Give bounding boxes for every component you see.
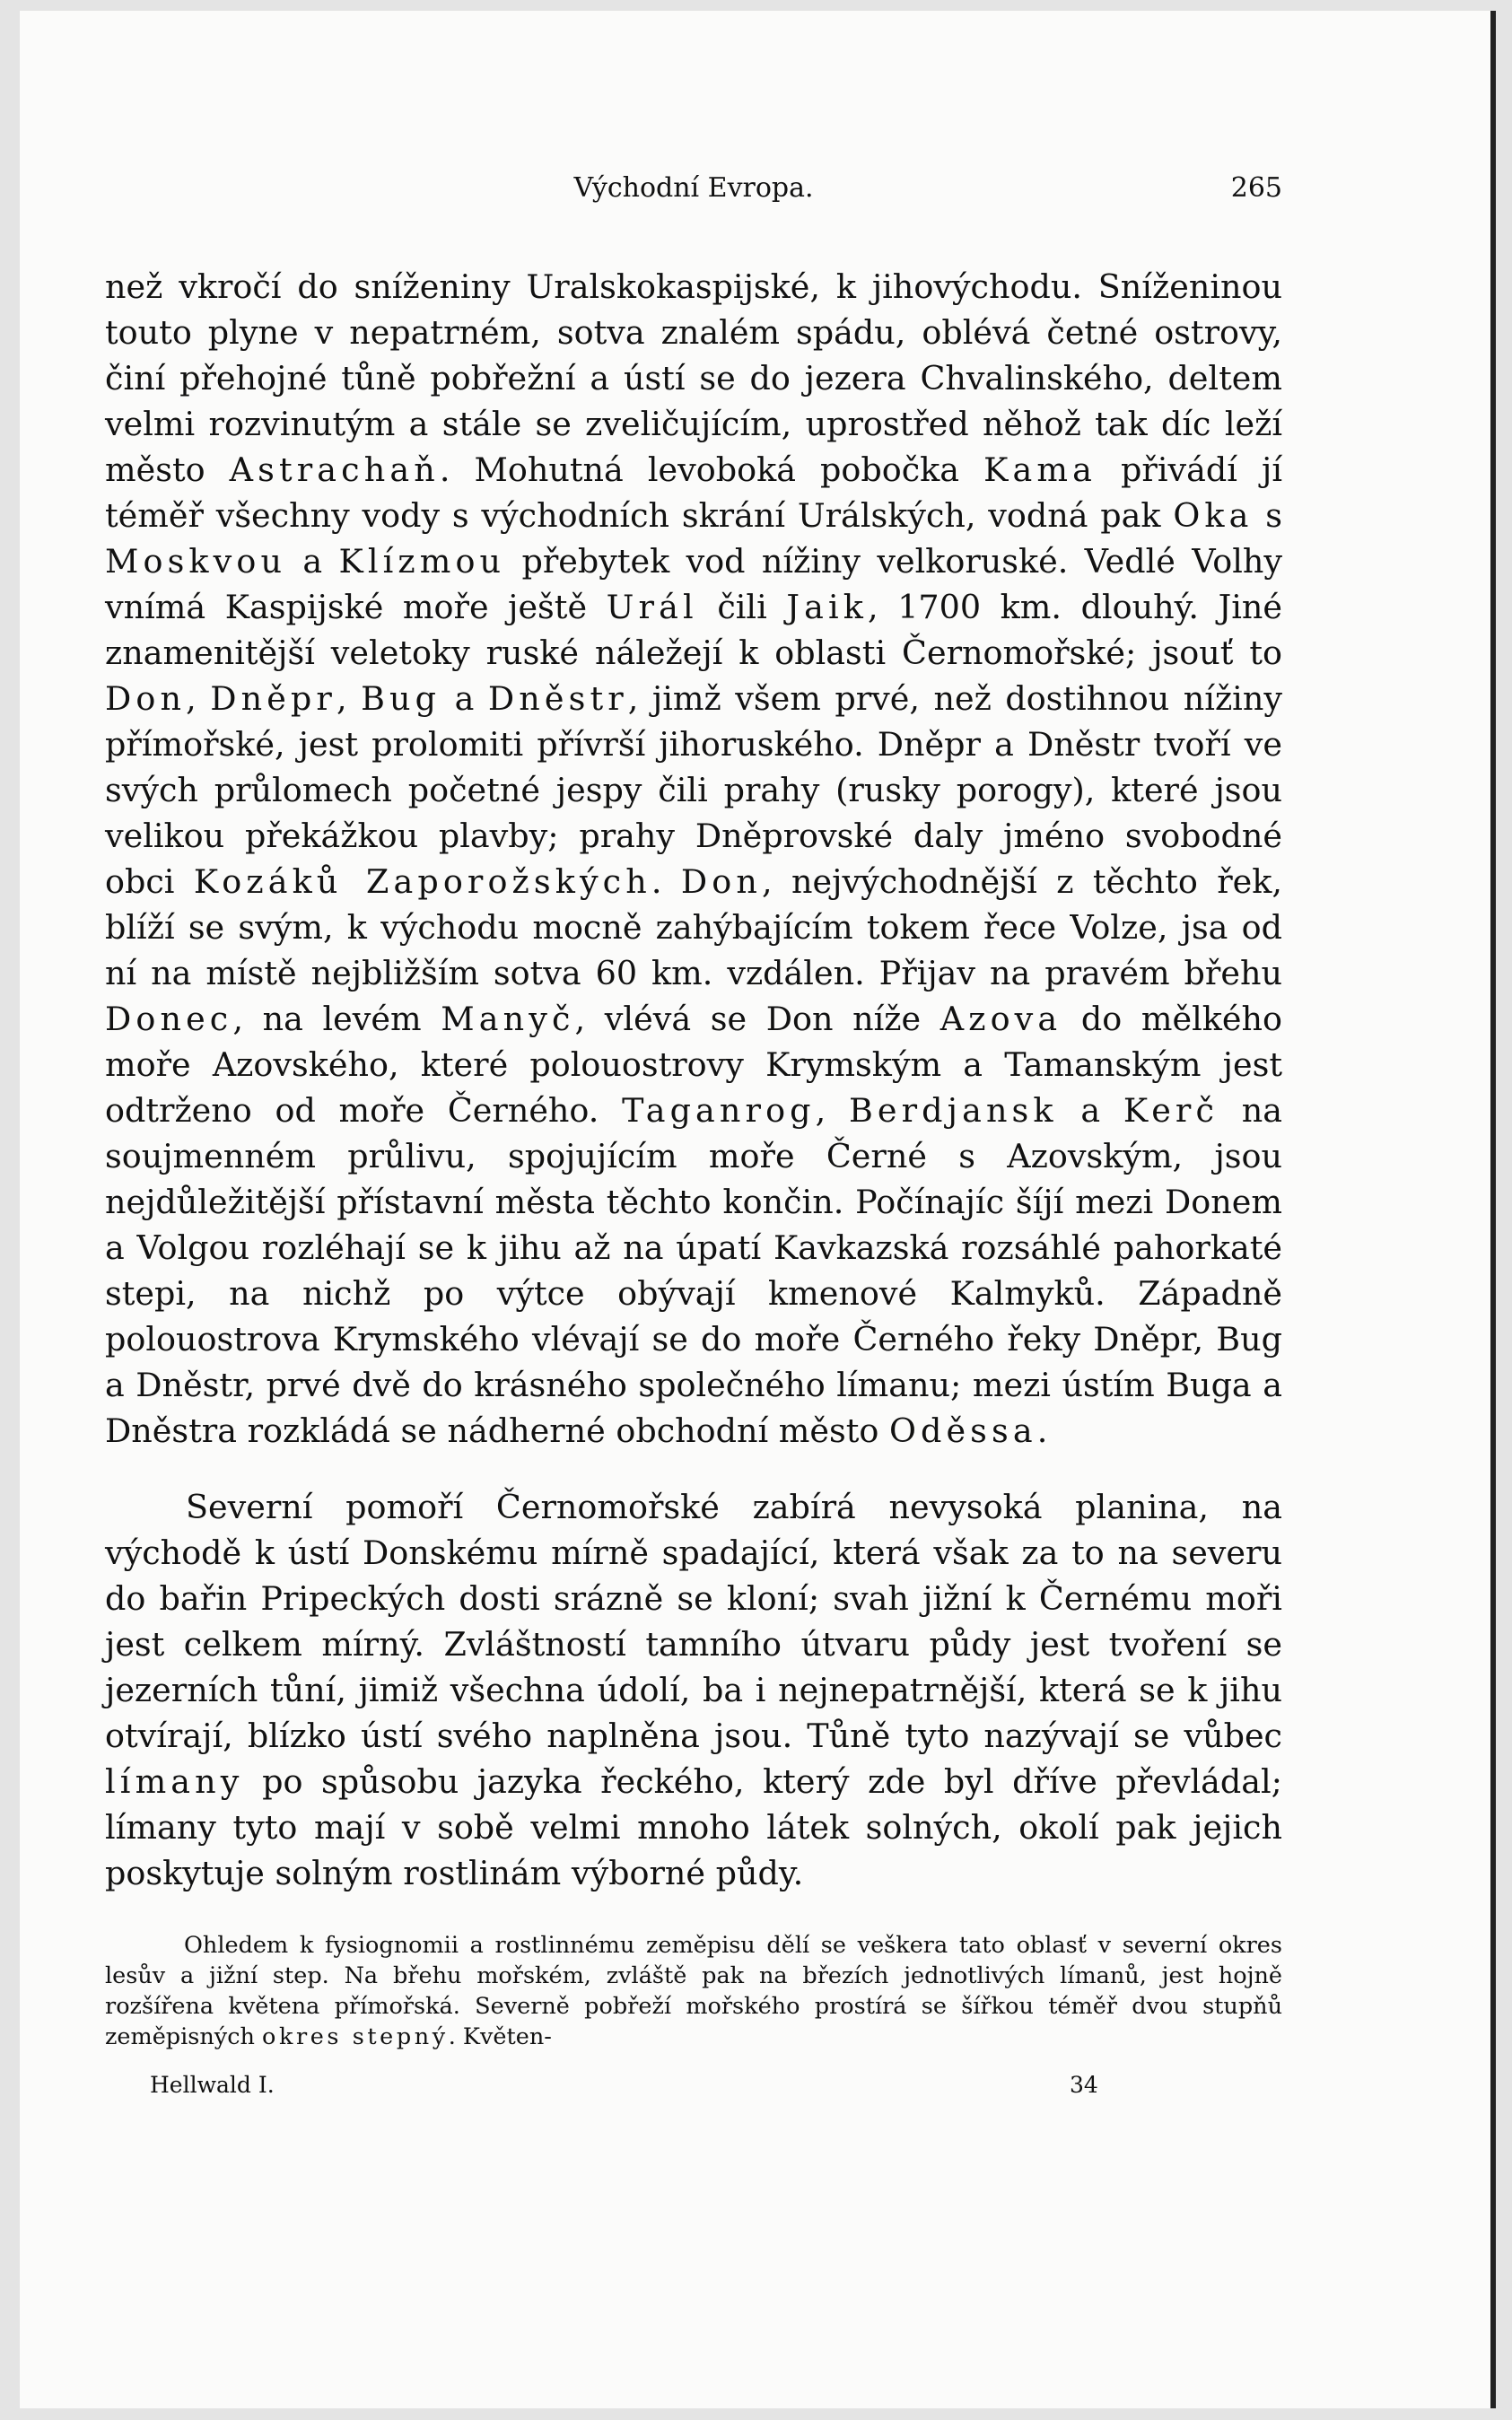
text-run: . Mohutná levoboká pobočka [439, 450, 984, 489]
text-run: po spůsobu jazyka řeckého, který zde byl dříve převládal; límany tyto mají v sobě velmi mnoho látek solných, okolí pak jejich poskytuje solným rostlinám výborné půdy. [105, 1762, 1282, 1892]
text-run: , [815, 1091, 849, 1130]
text-run: , vlévá se Don níže [574, 1000, 940, 1038]
spaced-name: Dněstr [487, 679, 628, 718]
page-content [105, 172, 1282, 2108]
book-page [20, 11, 1496, 2408]
text-run: přebytek vod nížiny velkoruské. Vedlé Volhy vnímá Kaspijské moře ještě [105, 542, 1282, 626]
spaced-name: Taganrog [622, 1091, 816, 1130]
spaced-name: Oka [1173, 496, 1254, 535]
spaced-name: Klízmou [338, 542, 506, 581]
spaced-name: Don [105, 679, 187, 718]
text-run: , jimž všem prvé, než dostihnou nížiny přímořské, jest prolomiti přívrší jihoruského. Dněpr a Dněstr tvoří ve svých průlomech početné jespy čili prahy (rusky porogy), které jsou velikou překážkou plavby; prahy Dněprovské daly jméno svobodné obci [105, 679, 1282, 901]
text-run: . [1036, 1411, 1048, 1450]
page-footer [105, 2072, 1282, 2108]
text-run: , 1700 km. dlouhý. Jiné znamenitější veletoky ruské náležejí k oblasti Černomořské; jsouť to [105, 588, 1282, 672]
printer-mark: Hellwald I. [150, 2072, 275, 2098]
spaced-name: Moskvou [105, 542, 287, 581]
spaced-name: Azova [940, 1000, 1062, 1038]
page-number: 265 [1230, 172, 1282, 204]
spaced-name: Jaik [786, 588, 868, 626]
text-run: čili [697, 588, 787, 626]
running-title: Východní Evropa. [573, 172, 814, 204]
text-run: na soujmenném průlivu, spojujícím moře Černé s Azovským, jsou nejdůležitější přístavní města těchto končin. Počínajíc šíjí mezi Donem a Volgou rozléhají se k jihu až na úpatí Kavkazská rozsáhlé pahorkaté stepi, na nichž po výtce obývají kmenové Kalmyků. Západně polouostrova Krymského vlévají se do moře Černého řeky Dněpr, Bug a Dněstr, prvé dvě do krásného společného límanu; mezi ústím Buga a Dněstra rozkládá se nádherné obchodní město [105, 1091, 1282, 1450]
text-run: a [286, 542, 339, 581]
text-run: , na levém [232, 1000, 441, 1038]
text-run: Severní pomoří Černomořské zabírá nevysoká planina, na východě k ústí Donskému mírně spadající, která však za to na severu do bařin Pripeckých dosti srázně se kloní; svah jižní k Černému moři jest celkem mírný. Zvláštností tamního útvaru půdy jest tvoření se jezerních tůní, jimiž všechna údolí, ba i nejnepatrnější, která se k jihu otvírají, blízko ústí svého naplněna jsou. Tůně tyto nazývají se vůbec [105, 1488, 1282, 1755]
spaced-name: Kerč [1123, 1091, 1219, 1130]
paragraph-volga [105, 264, 1282, 1454]
spaced-term: okres stepný [262, 2023, 449, 2050]
footnote [105, 1930, 1282, 2052]
spaced-name: Berdjansk [848, 1091, 1058, 1130]
text-run: než vkročí do sníženiny Uralskokaspijské, k jihovýchodu. Sníženinou touto plyne v nepatrném, sotva znalém spádu, oblévá četné ostrovy, činí přehojné tůně pobřežní a ústí se do jezera Chvalinského, deltem velmi rozvinutým a stále se zveličujícím, uprostřed něhož tak díc leží město [105, 267, 1282, 489]
spaced-name: Oděssa [888, 1411, 1037, 1450]
paragraph-black-sea-coast [105, 1484, 1282, 1896]
text-run: . [651, 862, 681, 901]
text-run: přivádí jí téměř všechny vody s východních skrání Urálských, vodná pak [105, 450, 1282, 535]
text-run: , [186, 679, 211, 718]
text-run: , [336, 679, 362, 718]
text-run: a [441, 679, 488, 718]
text-run: s [1253, 496, 1282, 535]
spaced-term: límany [105, 1762, 244, 1801]
spaced-name: Donec [105, 1000, 233, 1038]
spaced-name: Astrachaň [229, 450, 440, 489]
signature-number: 34 [1070, 2072, 1098, 2098]
spaced-name: Bug [361, 679, 441, 718]
main-text [105, 264, 1282, 1896]
text-run: . Květen- [448, 2023, 552, 2050]
spaced-name: Kama [983, 450, 1097, 489]
text-run: a [1057, 1091, 1123, 1130]
spaced-name: Dněpr [210, 679, 336, 718]
text-run: do mělkého moře Azovského, které polouostrovy Krymským a Tamanským jest odtrženo od moře Černého. [105, 1000, 1282, 1130]
text-run: Ohledem k fysiognomii a rostlinnému zeměpisu dělí se veškera tato oblasť v severní okres lesův a jižní step. Na břehu mořském, zvláště pak na březích jednotlivých límanů, jest hojně rozšířena květena přímořská. Severně pobřeží mořského prostírá se šířkou téměř dvou stupňů zeměpisných [105, 1932, 1282, 2050]
running-header [105, 172, 1282, 226]
text-run: , nejvýchodnější z těchto řek, blíží se svým, k východu mocně zahýbajícím tokem řece Volze, jsa od ní na místě nejbližším sotva 60 km. vzdálen. Přijav na pravém břehu [105, 862, 1282, 992]
spaced-name: Don [680, 862, 762, 901]
spaced-name: Kozáků Zaporožských [193, 862, 651, 901]
spaced-name: Manyč [441, 1000, 575, 1038]
spaced-name: Urál [606, 588, 698, 626]
